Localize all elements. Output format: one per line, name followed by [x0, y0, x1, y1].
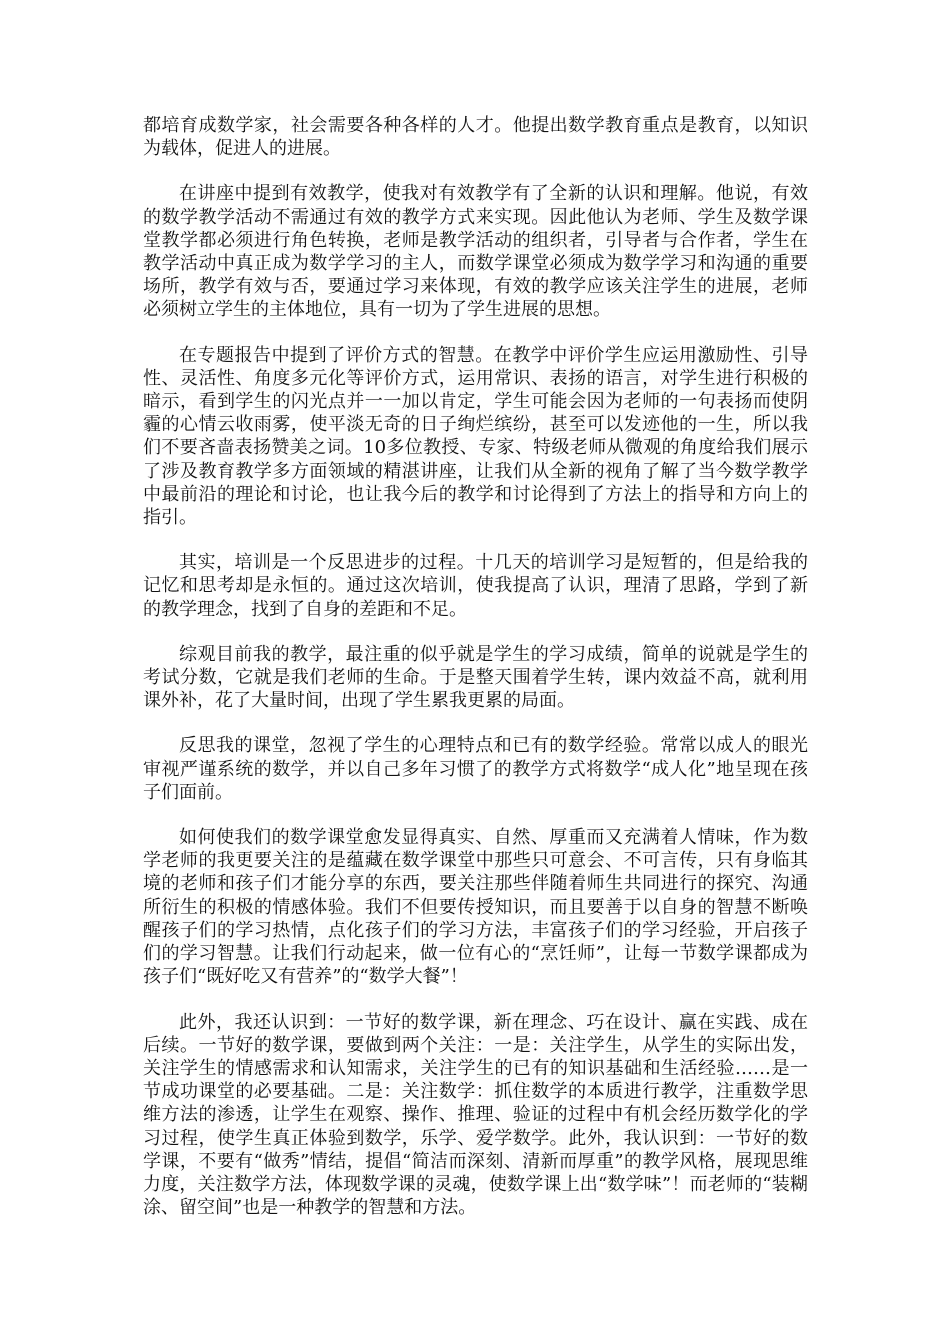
paragraph-classroom-reflection: 反思我的课堂，忽视了学生的心理特点和已有的数学经验。常常以成人的眼光审视严谨系统的数学，并以自己多年习惯了的教学方式将数学“成人化”地呈现在孩子们面前。 [143, 735, 808, 803]
paragraph-continuation: 都培育成数学家，社会需要各种各样的人才。他提出数学教育重点是教育，以知识为载体，促进人的进展。 [143, 115, 808, 160]
paragraph-evaluation-wisdom: 在专题报告中提到了评价方式的智慧。在教学中评价学生应运用激励性、引导性、灵活性、角度多元化等评价方式，运用常识、表扬的语言，对学生进行积极的暗示，看到学生的闪光点并一一加以肯定，学生可能会因为老师的一句表扬而使阴霾的心情云收雨雾，使平淡无奇的日子绚烂缤纷，甚至可以发迹他的一生，所以我们不要吝啬表扬赞美之词。10多位教授、专家、特级老师从微观的角度给我们展示了涉及教育教学多方面领域的精湛讲座，让我们从全新的视角了解了当今数学教学中最前沿的理论和讨论，也让我今后的教学和讨论得到了方法上的指导和方向上的指引。 [143, 344, 808, 529]
paragraph-good-math-lesson: 此外，我还认识到：一节好的数学课，新在理念、巧在设计、赢在实践、成在后续。一节好的数学课，要做到两个关注：一是：关注学生，从学生的实际出发，关注学生的情感需求和认知需求，关注学生的已有的知识基础和生活经验……是一节成功课堂的必要基础。二是：关注数学：抓住数学的本质进行教学，注重数学思维方法的渗透，让学生在观察、操作、推理、验证的过程中有机会经历数学化的学习过程，使学生真正体验到数学，乐学、爱学数学。此外，我认识到：一节好的数学课，不要有“做秀”情结，提倡“简洁而深刻、清新而厚重”的教学风格，展现思维力度，关注数学方法，体现数学课的灵魂，使数学课上出“数学味”！而老师的“装糊涂、留空间”也是一种教学的智慧和方法。 [143, 1011, 808, 1219]
paragraph-authentic-classroom: 如何使我们的数学课堂愈发显得真实、自然、厚重而又充满着人情味，作为数学老师的我更要关注的是蕴藏在数学课堂中那些只可意会、不可言传，只有身临其境的老师和孩子们才能分享的东西，要关注那些伴随着师生共同进行的探究、沟通所衍生的积极的情感体验。我们不但要传授知识，而且要善于以自身的智慧不断唤醒孩子们的学习热情，点化孩子们的学习方法，丰富孩子们的学习经验，开启孩子们的学习智慧。让我们行动起来，做一位有心的“烹饪师”，让每一节数学课都成为孩子们“既好吃又有营养”的“数学大餐”！ [143, 827, 808, 988]
paragraph-training-reflection: 其实，培训是一个反思进步的过程。十几天的培训学习是短暂的，但是给我的记忆和思考却是永恒的。通过这次培训，使我提高了认识，理清了思路，学到了新的教学理念，找到了自身的差距和不足。 [143, 552, 808, 620]
document-body [143, 114, 808, 1241]
paragraph-current-teaching: 综观目前我的教学，最注重的似乎就是学生的学习成绩，简单的说就是学生的考试分数，它就是我们老师的生命。于是整天围着学生转，课内效益不高，就利用课外补，花了大量时间，出现了学生累我更累的局面。 [143, 643, 808, 712]
paragraph-effective-teaching: 在讲座中提到有效教学，使我对有效教学有了全新的认识和理解。他说，有效的数学教学活动不需通过有效的教学方式来实现。因此他认为老师、学生及数学课堂教学都必须进行角色转换，老师是教学活动的组织者，引导者与合作者，学生在教学活动中真正成为数学学习的主人，而数学课堂必须成为数学学习和沟通的重要场所，教学有效与否，要通过学习来体现，有效的教学应该关注学生的进展，老师必须树立学生的主体地位，具有一切为了学生进展的思想。 [143, 183, 808, 321]
